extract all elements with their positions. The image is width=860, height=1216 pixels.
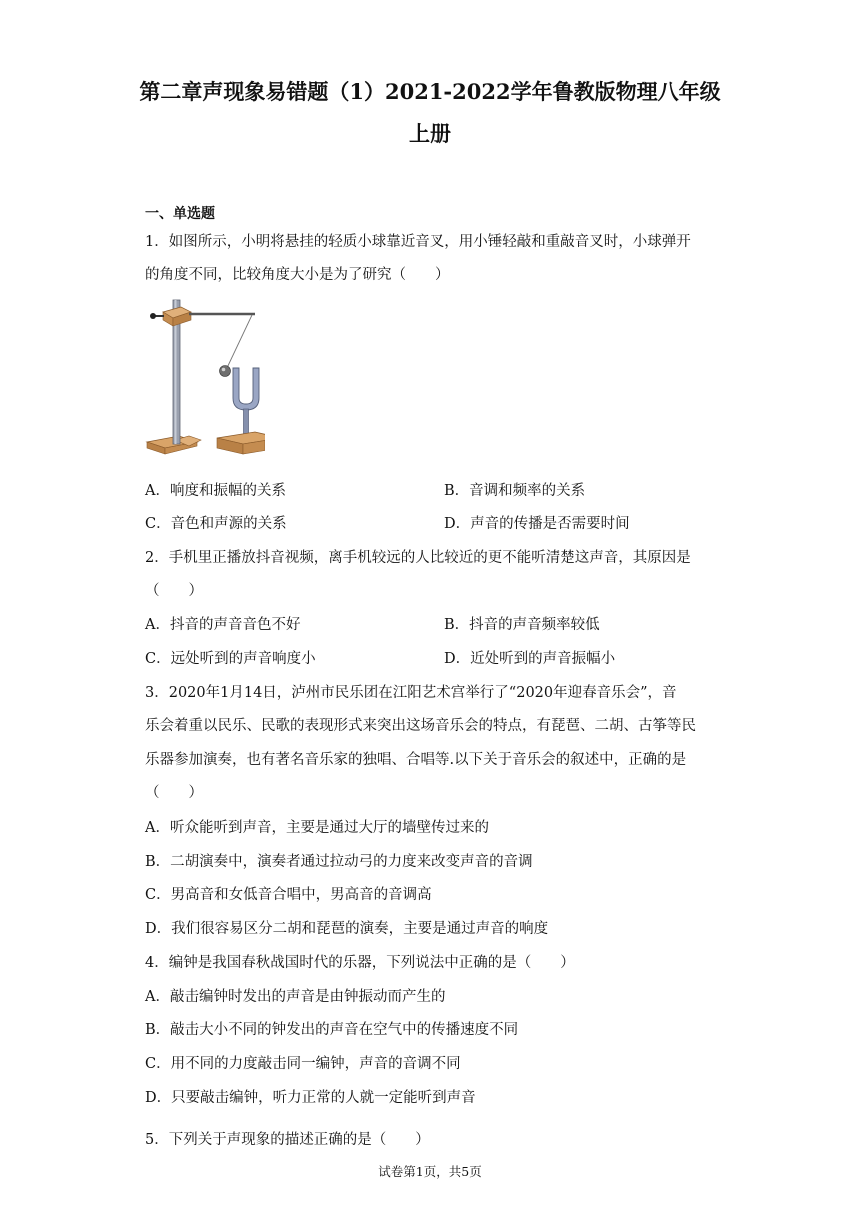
tuning-fork-apparatus-figure [145, 296, 265, 462]
q3-stem-line-3: 乐器参加演奏，也有著名音乐家的独唱、合唱等.以下关于音乐会的叙述中，正确的是 [145, 752, 687, 768]
q2-option-a: A．抖音的声音音色不好 [145, 617, 301, 633]
q1-stem-line-1: 1．如图所示，小明将悬挂的轻质小球靠近音叉，用小锤轻敲和重敲音叉时，小球弹开 [145, 234, 691, 250]
q2-stem-line-1: 2．手机里正播放抖音视频，离手机较远的人比较近的更不能听清楚这声音，其原因是 [145, 550, 691, 566]
q1-option-c: C．音色和声源的关系 [145, 516, 287, 532]
q3-stem-line-1: 3．2020年1月14日，泸州市民乐团在江阳艺术宫举行了“2020年迎春音乐会”，音 [145, 685, 677, 701]
q1-option-a: A．响度和振幅的关系 [145, 483, 286, 499]
q4-option-c: C．用不同的力度敲击同一编钟，声音的音调不同 [145, 1056, 461, 1072]
tuning-fork [233, 368, 259, 410]
q2-option-c: C．远处听到的声音响度小 [145, 651, 316, 667]
clamp-screw [150, 313, 156, 319]
page-title-line-1: 第二章声现象易错题（1）2021-2022学年鲁教版物理八年级 [139, 79, 721, 104]
q1-option-d: D．声音的传播是否需要时间 [444, 516, 630, 532]
q4-option-a: A．敲击编钟时发出的声音是由钟振动而产生的 [145, 989, 446, 1005]
q2-stem-line-2: （ ） [145, 583, 203, 599]
page-title-line-2: 上册 [409, 121, 451, 146]
q4-option-d: D．只要敲击编钟，听力正常的人就一定能听到声音 [145, 1090, 476, 1106]
q3-option-c: C．男高音和女低音合唱中，男高音的音调高 [145, 887, 432, 903]
q3-stem-line-2: 乐会着重以民乐、民歌的表现形式来突出这场音乐会的特点，有琵琶、二胡、古筝等民 [145, 718, 696, 734]
q4-option-b: B．敲击大小不同的钟发出的声音在空气中的传播速度不同 [145, 1022, 519, 1038]
q2-option-d: D．近处听到的声音振幅小 [444, 651, 616, 667]
q3-option-d: D．我们很容易区分二胡和琵琶的演奏，主要是通过声音的响度 [145, 921, 549, 937]
q3-option-a: A．听众能听到声音，主要是通过大厅的墙壁传过来的 [145, 820, 489, 836]
pendulum-ball [220, 366, 231, 377]
q4-stem-line-1: 4．编钟是我国春秋战国时代的乐器，下列说法中正确的是（ ） [145, 955, 575, 971]
pendulum-string [226, 315, 252, 370]
q5-stem-line-1: 5．下列关于声现象的描述正确的是（ ） [145, 1132, 430, 1148]
q3-stem-line-4: （ ） [145, 785, 203, 801]
q2-option-b: B．抖音的声音频率较低 [444, 617, 600, 633]
section-heading: 一、单选题 [145, 206, 215, 222]
q1-stem-line-2: 的角度不同，比较角度大小是为了研究（ ） [145, 267, 450, 283]
q1-option-b: B．音调和频率的关系 [444, 483, 586, 499]
page-footer: 试卷第1页，共5页 [378, 1164, 482, 1179]
q3-option-b: B．二胡演奏中，演奏者通过拉动弓的力度来改变声音的音调 [145, 854, 533, 870]
